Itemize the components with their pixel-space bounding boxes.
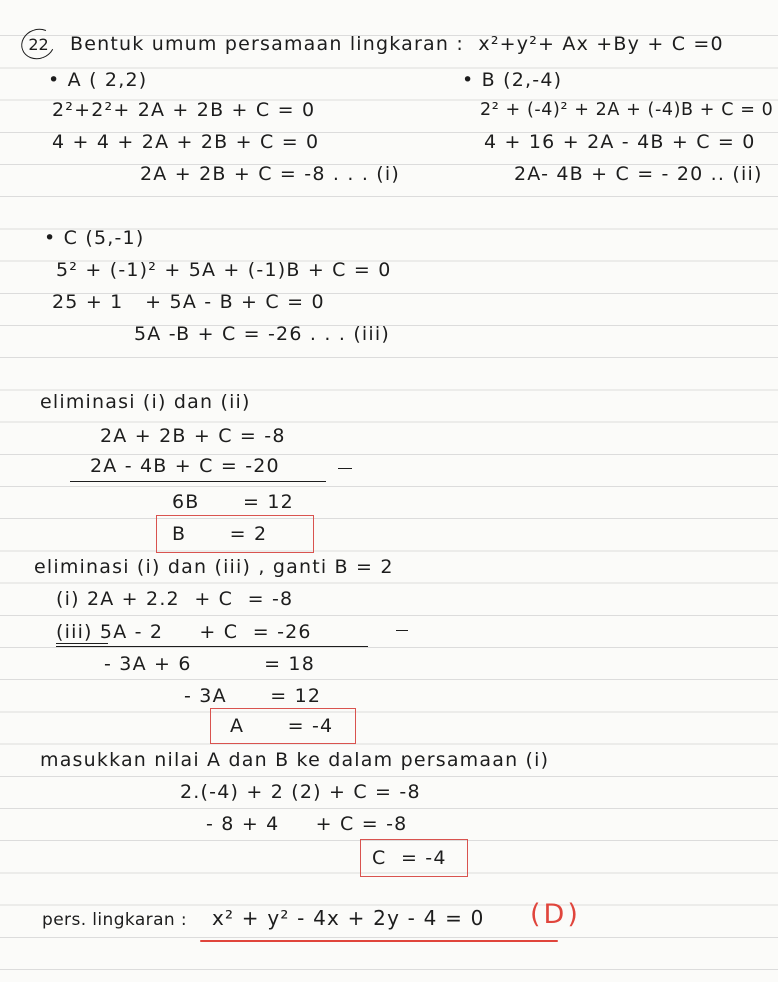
point-b-line2: 4 + 16 + 2A - 4B + C = 0 xyxy=(484,131,756,153)
elim2-eq1: (i) 2A + 2.2 + C = -8 xyxy=(56,588,294,610)
point-b-line1: 2² + (-4)² + 2A + (-4)B + C = 0 xyxy=(480,100,774,120)
substitute-line2: - 8 + 4 + C = -8 xyxy=(206,813,408,835)
elim1-eq2: 2A - 4B + C = -20 xyxy=(90,455,280,477)
substitute-boxed-value: C = -4 xyxy=(372,847,447,869)
elim2-rule xyxy=(56,646,368,647)
elim1-eq1: 2A + 2B + C = -8 xyxy=(100,425,286,447)
point-c-line1: 5² + (-1)² + 5A + (-1)B + C = 0 xyxy=(56,259,392,281)
elim2-title: eliminasi (i) dan (iii) , ganti B = 2 xyxy=(34,556,394,578)
point-a-line1: 2²+2²+ 2A + 2B + C = 0 xyxy=(52,99,316,121)
problem-number: 22 xyxy=(17,24,59,64)
answer-letter: (D) xyxy=(530,899,581,930)
problem-heading: Bentuk umum persamaan lingkaran : x²+y²+ Ax +By + C =0 xyxy=(70,33,724,55)
point-a-label: • A ( 2,2) xyxy=(48,69,148,91)
elim2-eq2: (iii) 5A - 2 + C = -26 xyxy=(56,621,312,643)
elim2-minus-sign xyxy=(396,630,408,631)
point-c-label: • C (5,-1) xyxy=(44,227,145,249)
elim2-label-underline xyxy=(56,643,108,644)
elim1-boxed-value: B = 2 xyxy=(172,523,268,545)
point-b-label: • B (2,-4) xyxy=(462,69,563,91)
elim1-title: eliminasi (i) dan (ii) xyxy=(40,391,251,413)
final-equation: x² + y² - 4x + 2y - 4 = 0 xyxy=(212,906,485,930)
elim1-result: 6B = 12 xyxy=(172,491,294,513)
point-c-line2: 25 + 1 + 5A - B + C = 0 xyxy=(52,291,325,313)
point-c-line3: 5A -B + C = -26 . . . (iii) xyxy=(134,323,390,345)
elim1-rule xyxy=(70,481,326,482)
final-label: pers. lingkaran : xyxy=(42,910,187,930)
substitute-line1: 2.(-4) + 2 (2) + C = -8 xyxy=(180,781,421,803)
final-red-underline xyxy=(200,940,558,942)
elim2-result1: - 3A + 6 = 18 xyxy=(104,653,316,675)
point-a-line2: 4 + 4 + 2A + 2B + C = 0 xyxy=(52,131,320,153)
elim1-minus-sign xyxy=(338,468,352,469)
point-a-line3: 2A + 2B + C = -8 . . . (i) xyxy=(140,163,400,185)
substitute-title: masukkan nilai A dan B ke dalam persamaan (i) xyxy=(40,749,550,771)
point-b-line3: 2A- 4B + C = - 20 .. (ii) xyxy=(514,163,763,185)
elim2-boxed-value: A = -4 xyxy=(230,715,334,737)
elim2-result2: - 3A = 12 xyxy=(184,685,322,707)
